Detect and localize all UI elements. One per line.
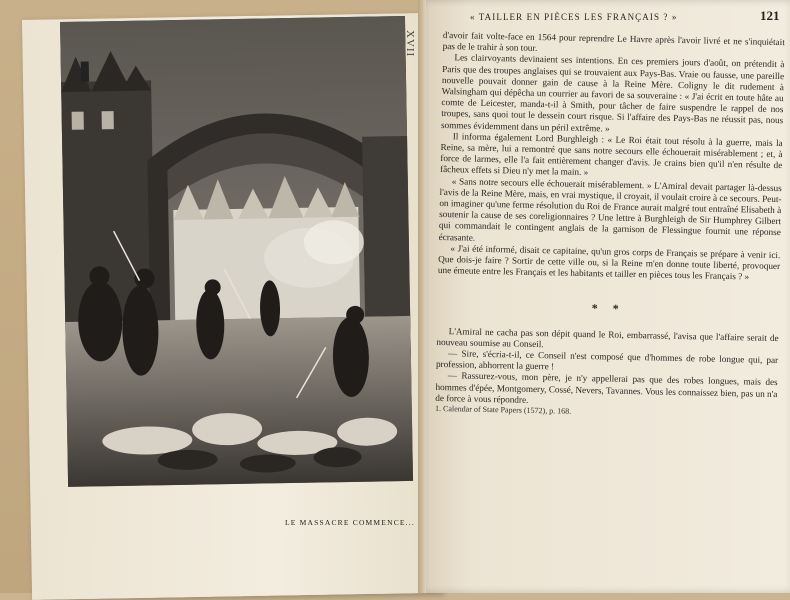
massacre-engraving bbox=[60, 16, 413, 487]
section-separator: * * bbox=[591, 301, 625, 317]
paragraph: — Rassurez-vous, mon père, je n'y appellerai pas que des robes longues, mais des hommes d'épée, Montgomery, Cossé, Nevers, Tavannes. Vous les connaissez bien, pas un n'a de force à vous répondre. bbox=[435, 370, 778, 405]
paragraph: « J'ai été informé, disait ce capitaine, qu'un gros corps de Français se prépare à venir ici. Que dois-je faire ? Sortir de cette ville ou, si la Reine m'en donne toute liberté, provoquer une émeute entre les Français et les habitants et tailler en pièces tous les Français ? » bbox=[437, 243, 781, 282]
body-text bbox=[435, 30, 785, 421]
paragraph: d'avoir fait volte-face en 1564 pour reprendre Le Havre après l'avoir livré et ne s'inquiétait pas de le trahir à son tour. bbox=[442, 30, 785, 54]
paragraph: L'Amiral ne cacha pas son dépit quand le Roi, embarrassé, l'avisa que l'affaire serait de nouveau soumise au Conseil. bbox=[436, 325, 779, 350]
footnote: 1. Calendar of State Papers (1572), p. 168. bbox=[434, 404, 572, 416]
paragraph: Les clairvoyants devinaient ses intentions. En ces premiers jours d'août, on prétendit à Paris que des troupes anglaises qui se trouvaient aux Pays-Bas. Vraie ou fausse, une pareille nouvelle pouvait donner gain de cause à la Reine Mère. Coligny le dit rudement à Walsingham qui dépêcha un courrier au favori de sa souveraine : « J'ai écrit en toute hâte au comte de Leicester, manda-t-il à Smith, pour tâcher de faire suspendre le rappel de nos troupes, sans quoi tout le dessein court risque. Si l'affaire des Pays-Bas ne réussit pas, nous sommes évidemment dans un péril extrême. » bbox=[440, 52, 785, 134]
paragraph: « Sans notre secours elle échouerait misérablement. » L'Amiral devait partager là-dessus l'avis de la Reine Mère, mais, en vrai mystique, il croyait, il voulait croire à ce secours. Peut-on imaginer qu'une ferme résolution du Roi de France aurait malgré tout entraîné Elisabeth à soutenir la cause de ses coreligionnaires ? Une lettre à Burghleigh de Sir Humphrey Gilbert qui commandait le contingent anglais de la garnison de Flessingue fournit une réponse écrasante. bbox=[438, 175, 782, 243]
spine-label: XVII bbox=[404, 30, 416, 58]
page-number: 121 bbox=[760, 8, 780, 23]
illustration-caption: LE MASSACRE COMMENCE... bbox=[285, 518, 415, 527]
paragraph: Il informa également Lord Burghleigh : « Le Roi était tout résolu à la guerre, mais la Reine, sa mère, lui a remontré que sans notre secours elle échouerait misérablement ; et, à force de larmes, elle l'a fait entièrement changer d'avis. Je crains bien qu'il n'en résulte de fâcheux effets si Dieu n'y met la main. » bbox=[439, 131, 783, 178]
engraving-illustration bbox=[60, 16, 413, 487]
running-head: « TAILLER EN PIÈCES LES FRANÇAIS ? » bbox=[470, 12, 678, 22]
paragraph: — Sire, s'écria-t-il, ce Conseil n'est composé que d'hommes de robe longue qui, par profession, abhorrent la guerre ! bbox=[435, 348, 779, 372]
